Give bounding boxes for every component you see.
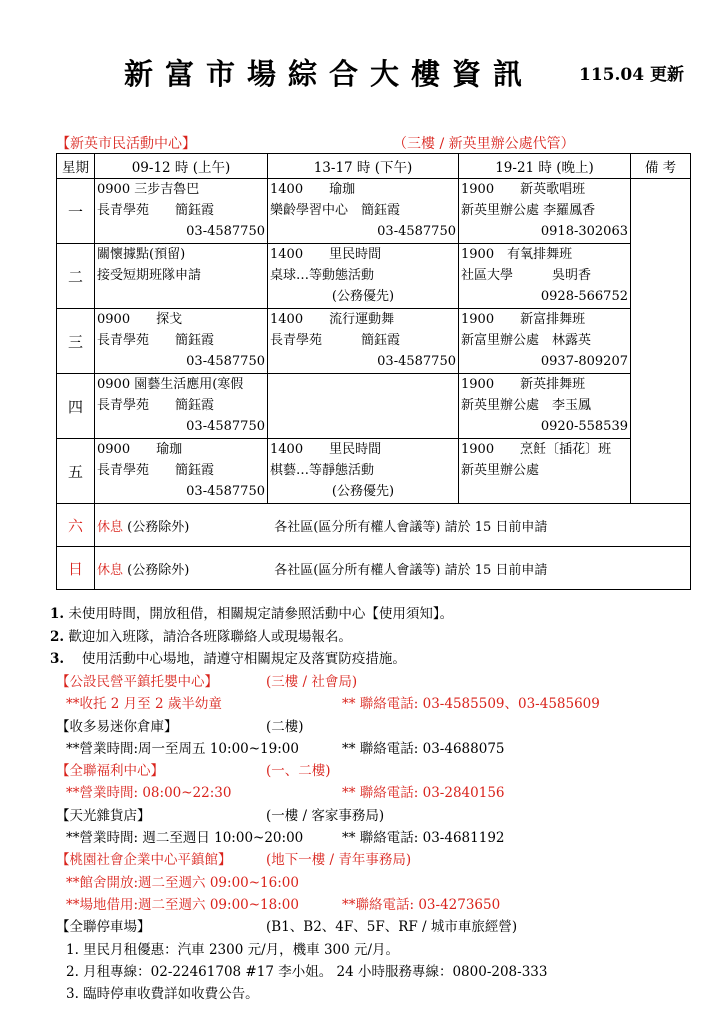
schedule-row xyxy=(57,179,691,244)
col-weekday: 星期 xyxy=(57,154,95,179)
morning-cell: 0900 園藝生活應用(寒假 長青學苑 簡鈺霞 03-4587750 xyxy=(95,374,268,439)
note-item: 3. 使用活動中心場地，請遵守相關規定及落實防疫措施。 xyxy=(50,651,406,667)
afternoon-cell: 1400 流行運動舞 長青學苑 簡鈺霞 03-4587750 xyxy=(268,309,459,374)
afternoon-cell: 1400 瑜珈 樂齡學習中心 簡鈺霞 03-4587750 xyxy=(268,179,459,244)
activity-center-note: （三樓 / 新英里辦公處代管） xyxy=(393,136,575,152)
morning-cell: 關懷據點(預留) 接受短期班隊申請 xyxy=(95,244,268,309)
update-note: 115.04 更新 xyxy=(579,65,684,85)
morning-cell: 0900 三步吉魯巴 長青學苑 簡鈺霞 03-4587750 xyxy=(95,179,268,244)
evening-cell: 1900 新英排舞班 新英里辦公處 李玉鳳 0920-558539 xyxy=(459,374,631,439)
activity-center-heading xyxy=(56,133,690,153)
note-item: 2. 歡迎加入班隊，請洽各班隊聯絡人或現場報名。 xyxy=(50,628,352,645)
weekday-cell: 五 xyxy=(57,439,95,504)
morning-cell: 0900 瑜珈 長青學苑 簡鈺霞 03-4587750 xyxy=(95,439,268,504)
evening-cell: 1900 新英歌唱班 新英里辦公處 李羅鳳香 0918-302063 xyxy=(459,179,631,244)
facility-detail: **營業時間: 週二至週日 10:00~20:00 ** 聯絡電話: 03-4681192 xyxy=(66,830,505,847)
afternoon-cell xyxy=(268,374,459,439)
weekday-cell: 四 xyxy=(57,374,95,439)
schedule-row xyxy=(57,439,691,504)
note-item: 1. 未使用時間，開放租借，相關規定請參照活動中心【使用須知】。 xyxy=(50,606,454,622)
weekday-cell: 六 xyxy=(57,504,95,547)
activity-center-name: 【新英市民活動中心】 xyxy=(56,136,196,152)
page-title: 新富市場綜合大樓資訊 xyxy=(124,57,535,91)
facility-detail: **收托 2 月至 2 歲半幼童 ** 聯絡電話: 03-4585509、03-4585609 xyxy=(66,696,600,713)
schedule-row xyxy=(57,309,691,374)
page-header xyxy=(0,52,719,92)
facility-heading: 【收多易迷你倉庫】 (二樓) xyxy=(56,718,304,735)
rest-note: (公務除外) xyxy=(123,519,190,535)
schedule-row xyxy=(57,547,691,590)
schedule-row xyxy=(57,374,691,439)
schedule-table xyxy=(56,153,691,590)
facility-heading: 【桃園社會企業中心平鎮館】 (地下一樓 / 青年事務局) xyxy=(56,852,412,869)
evening-cell: 1900 烹飪〔插花〕班 新英里辦公處 xyxy=(459,439,631,504)
evening-cell: 1900 新富排舞班 新富里辦公處 林露英 0937-809207 xyxy=(459,309,631,374)
schedule-row xyxy=(57,504,691,547)
facility-detail: **館舍開放:週二至週六 09:00~16:00 xyxy=(66,874,299,891)
rest-booking-note: 各社區(區分所有權人會議等) 請於 15 日前申請 xyxy=(274,519,548,535)
remarks-cell xyxy=(631,179,691,504)
weekday-cell: 日 xyxy=(57,547,95,590)
afternoon-cell: 1400 里民時間 棋藝…等靜態活動 (公務優先) xyxy=(268,439,459,504)
facility-detail: **場地借用:週二至週六 09:00~18:00 **聯絡電話: 03-4273650 xyxy=(66,896,501,913)
weekday-cell: 二 xyxy=(57,244,95,309)
schedule-header-row xyxy=(57,154,691,179)
col-morning: 09-12 時 (上午) xyxy=(95,154,268,179)
afternoon-cell: 1400 里民時間 桌球…等動態活動 (公務優先) xyxy=(268,244,459,309)
facility-list xyxy=(56,671,706,1005)
facility-heading: 【全聯福利中心】 (一、二樓) xyxy=(56,763,331,780)
schedule-row xyxy=(57,244,691,309)
rest-booking-note: 各社區(區分所有權人會議等) 請於 15 日前申請 xyxy=(274,562,548,578)
facility-heading: 【公設民營平鎮托嬰中心】 (三樓 / 社會局) xyxy=(56,674,358,690)
facility-detail: **營業時間:周一至周五 10:00~19:00 ** 聯絡電話: 03-4688075 xyxy=(66,740,505,757)
facility-detail: 2. 月租專線：02-22461708 #17 李小姐。 24 小時服務專線：0800-208-333 xyxy=(66,963,548,980)
col-evening: 19-21 時 (晚上) xyxy=(459,154,631,179)
evening-cell: 1900 有氧排舞班 社區大學 吳明香 0928-566752 xyxy=(459,244,631,309)
weekday-cell: 一 xyxy=(57,179,95,244)
col-afternoon: 13-17 時 (下午) xyxy=(268,154,459,179)
weekday-cell: 三 xyxy=(57,309,95,374)
col-remarks: 備 考 xyxy=(631,154,691,179)
facility-heading: 【全聯停車場】 (B1、B2、4F、5F、RF / 城市車旅經營) xyxy=(56,919,518,936)
morning-cell: 0900 探戈 長青學苑 簡鈺霞 03-4587750 xyxy=(95,309,268,374)
rest-label: 休息 xyxy=(97,519,124,535)
rest-day-cell xyxy=(95,504,691,547)
usage-notes xyxy=(50,603,700,671)
facility-detail: **營業時間: 08:00~22:30 ** 聯絡電話: 03-2840156 xyxy=(66,785,505,802)
facility-detail: 3. 臨時停車收費詳如收費公告。 xyxy=(66,986,259,1003)
rest-label: 休息 xyxy=(97,562,124,578)
rest-note: (公務除外) xyxy=(123,562,190,578)
rest-day-cell xyxy=(95,547,691,590)
facility-heading: 【天光雜貨店】 (一樓 / 客家事務局) xyxy=(56,807,385,824)
facility-detail: 1. 里民月租優惠：汽車 2300 元/月，機車 300 元/月。 xyxy=(66,941,400,958)
